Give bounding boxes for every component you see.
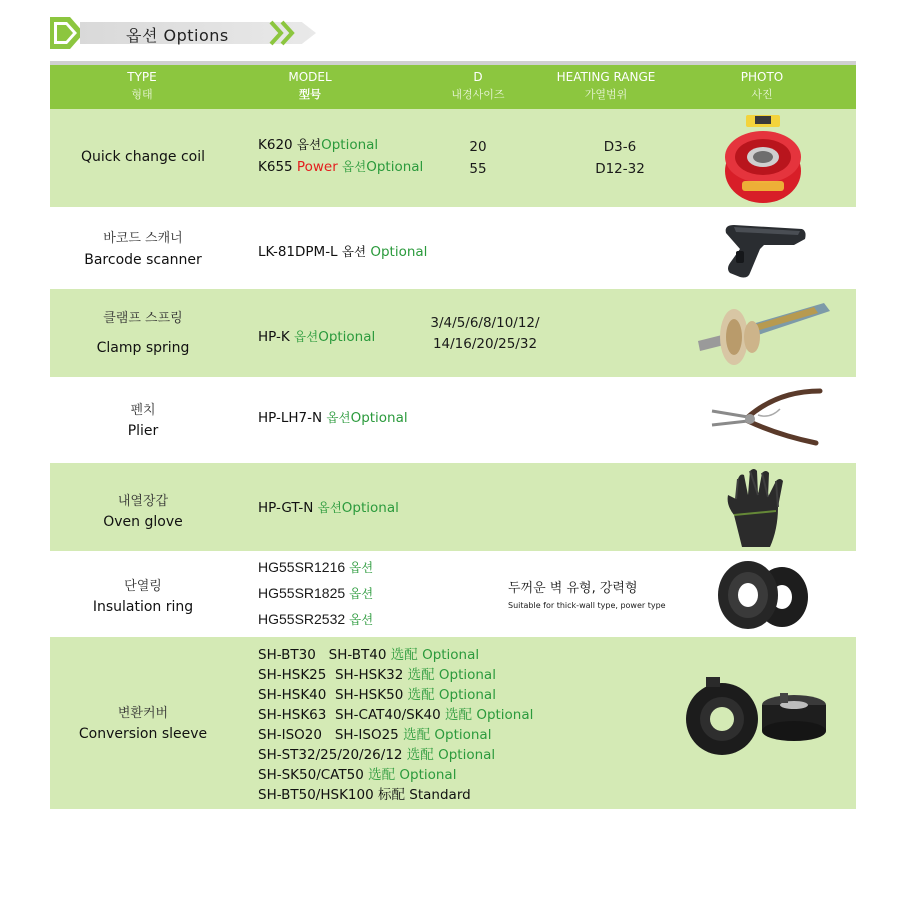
heating-cell: D3-6 D12-32 — [595, 139, 645, 177]
table-row — [50, 551, 856, 637]
type-cell: 변환커버 Conversion sleeve — [78, 706, 208, 742]
model-cell: LK-81DPM-L 옵션 Optional — [258, 244, 428, 260]
model-cell: K620 옵션Optional K655 Power 옵션Optional — [258, 137, 424, 175]
col-photo: PHOTO 사진 — [740, 70, 784, 101]
table-row — [50, 109, 856, 207]
options-table — [50, 61, 856, 803]
plier-photo — [708, 387, 824, 451]
col-type: TYPE 형태 — [127, 70, 157, 101]
col-d: D 내경사이즈 — [451, 70, 505, 101]
model-cell: HP-GT-N 옵션Optional — [258, 500, 399, 516]
table-row — [50, 289, 856, 377]
banner-arrow-icon — [50, 17, 84, 49]
section-title: 옵션 Options — [126, 26, 229, 45]
insulation-ring-photo — [716, 559, 812, 631]
section-banner — [50, 17, 300, 49]
table-row — [50, 207, 856, 289]
note-cell: 두꺼운 벽 유형, 강력형 Suitable for thick-wall type, power type — [508, 581, 666, 610]
sizes-cell: 3/4/5/6/8/10/12/ 14/16/20/25/32 — [430, 315, 540, 352]
type-cell: 내열장갑 Oven glove — [103, 494, 183, 530]
double-chevron-icon — [268, 20, 298, 46]
conversion-sleeve-photo — [684, 673, 834, 759]
table-header — [50, 61, 856, 109]
clamp-spring-photo — [694, 297, 834, 369]
type-cell: 펜치 Plier — [127, 403, 159, 439]
table-row — [50, 637, 856, 809]
model-cell: SH-BT30 SH-BT40 选配 Optional SH-HSK25 SH-HSK32 选配 Optional SH-HSK40 SH-HSK50 选配 Optional SH-HSK63 SH-CAT40/SK40 选配 Optional SH-ISO20 SH-ISO25 选配 Optional SH-ST32/25/20/26/12 选配 Optional SH-SK50/CAT50 选配 Optional SH-BT50/HSK100 标配 Standard — [258, 647, 534, 803]
type-cell: 클램프 스프링 Clamp spring — [96, 311, 190, 356]
col-heating-range: HEATING RANGE 가열범위 — [556, 70, 656, 101]
model-cell: HP-LH7-N 옵션Optional — [258, 410, 408, 426]
col-model: MODEL 型号 — [288, 70, 332, 101]
table-row — [50, 377, 856, 463]
barcode-scanner-photo — [720, 219, 808, 281]
d-cell: 20 55 — [469, 139, 487, 177]
type-cell: Quick change coil — [80, 149, 206, 165]
type-cell: 단열링 Insulation ring — [92, 579, 194, 615]
quick-change-coil-photo — [722, 113, 804, 205]
model-cell: HP-K 옵션Optional — [258, 329, 376, 345]
table-row — [50, 463, 856, 551]
type-cell: 바코드 스캐너 Barcode scanner — [84, 231, 202, 268]
oven-glove-photo — [720, 465, 800, 549]
model-cell: HG55SR1216 옵션 HG55SR1825 옵션 HG55SR2532 옵션 — [258, 559, 374, 627]
